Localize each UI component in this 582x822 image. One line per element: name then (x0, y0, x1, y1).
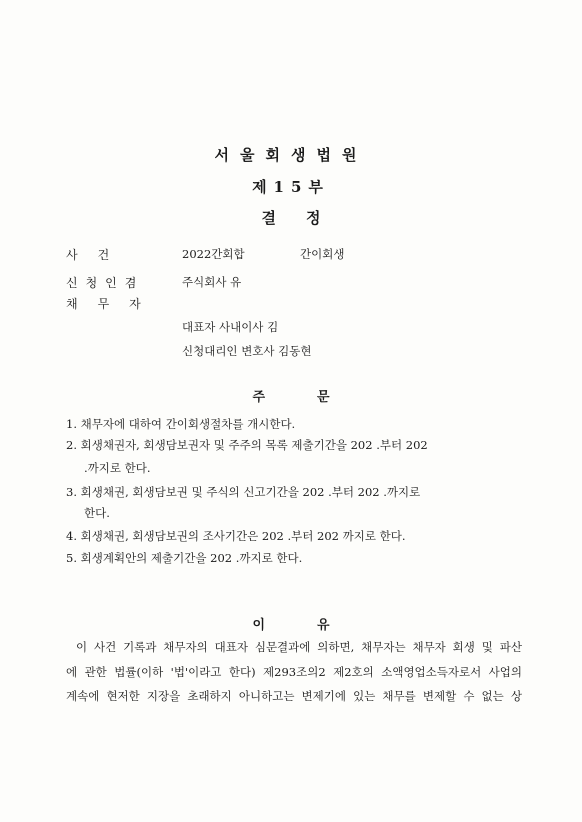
court-name: 서울회생법원 (214, 146, 368, 164)
order-item: 5. 회생계획안의 제출기간을 202 .까지로 한다. (66, 551, 303, 565)
order-item: 3. 회생채권, 회생담보권 및 주식의 신고기간을 202 .부터 202 .까지로 (66, 485, 421, 499)
document-type-title: 결정 (261, 209, 351, 227)
reason-paragraph-line: 에 관한 법률(이하 '법'이라고 한다) 제293조의2 제2호의 소액영업소득자로서 사업의 (66, 665, 522, 679)
order-item-continuation: 한다. (84, 506, 110, 520)
order-item: 1. 채무자에 대하여 간이회생절차를 개시한다. (66, 417, 296, 431)
order-item-continuation: .까지로 한다. (84, 461, 151, 475)
order-item: 2. 회생채권자, 회생담보권자 및 주주의 목록 제출기간을 202 .부터 202 (66, 438, 428, 452)
reason-paragraph-line: 계속에 현저한 지장을 초래하지 아니하고는 변제기에 있는 채무를 변제할 수 없는 상 (66, 689, 522, 703)
order-heading: 주문 (252, 390, 382, 405)
case-type: 간이회생 (300, 247, 345, 261)
applicant-label: 신청인겸 (66, 276, 145, 290)
case-number: 2022간회합 (182, 247, 245, 261)
applicant-value: 주식회사 유 (182, 275, 242, 289)
legal-agent: 신청대리인 변호사 김동현 (182, 344, 312, 358)
reason-paragraph-line: 이 사건 기록과 채무자의 대표자 심문결과에 의하면, 채무자는 채무자 회생 및 파산 (76, 640, 522, 654)
debtor-label: 채무자 (66, 297, 161, 311)
case-label: 사건 (66, 248, 130, 262)
order-item: 4. 회생채권, 회생담보권의 조사기간은 202 .부터 202 까지로 한다. (66, 529, 406, 543)
representative: 대표자 사내이사 김 (182, 320, 279, 334)
reason-heading: 이유 (252, 618, 382, 633)
division-name: 제15부 (252, 178, 330, 196)
